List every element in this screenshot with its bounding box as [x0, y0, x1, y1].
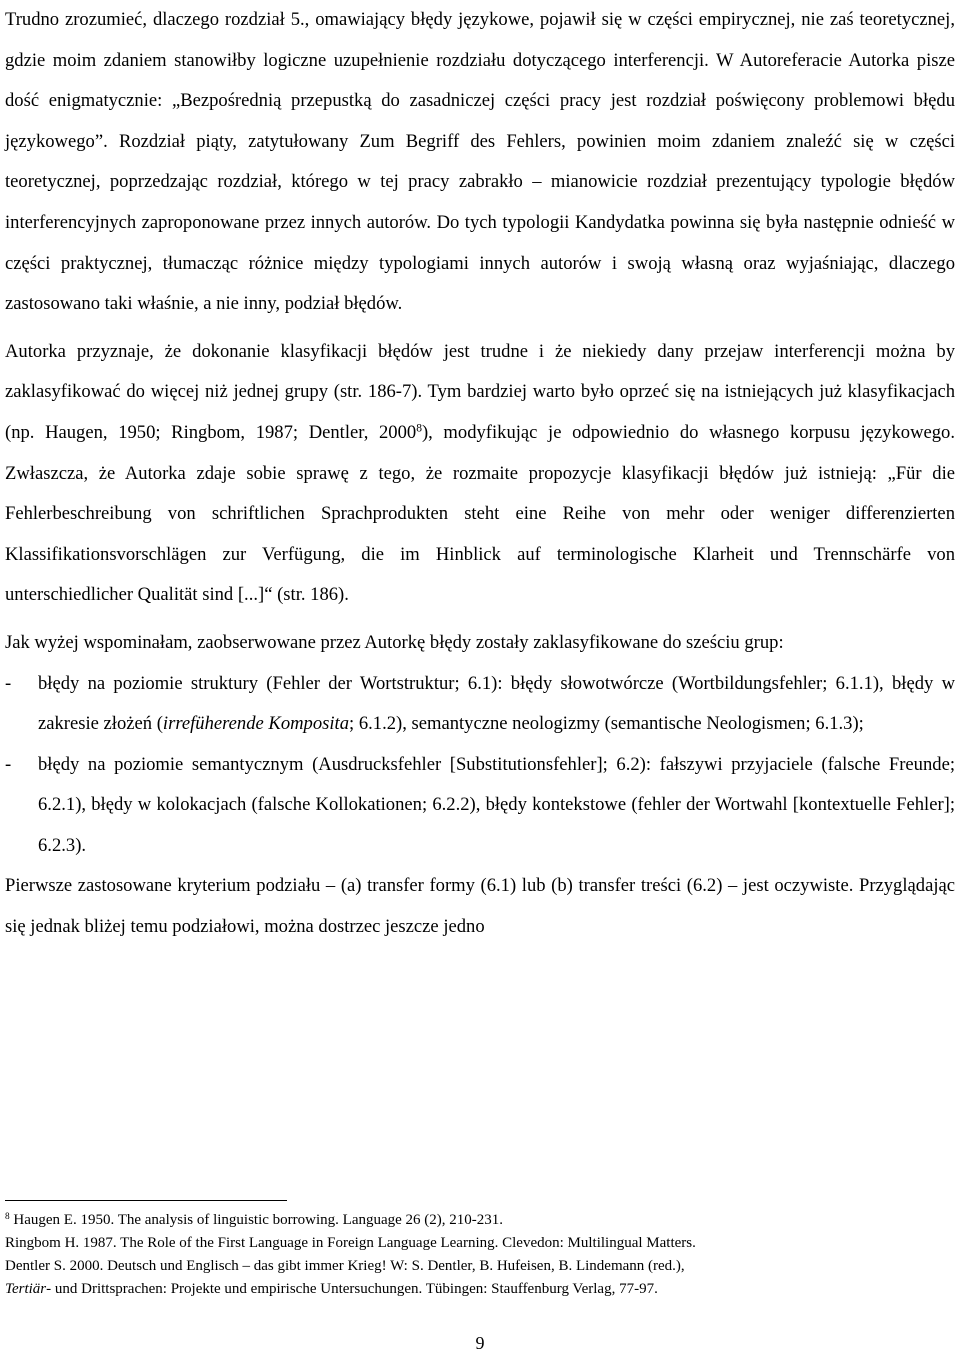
paragraph-error-groups-intro: Jak wyżej wspominałam, zaobserwowane przez Autorkę błędy zostały zaklasyfikowane do sześciu grup:: [5, 631, 784, 653]
page-number: 9: [475, 1333, 485, 1353]
paragraph-first-criterion: Pierwsze zastosowane kryterium podziału – (a) transfer formy (6.1) lub (b) transfer treści (6.2) – jest oczywiste. Przyglądając się jednak bliżej temu podziałowi, można dostrzec jeszcze jedno: [5, 875, 955, 938]
list-dash: -: [5, 672, 12, 694]
footnote-line: Ringbom H. 1987. The Role of the First Language in Foreign Language Learning. Clevedon: Multilingual Matters.: [5, 1235, 696, 1251]
paragraph-text: Autorka przyznaje, że dokonanie klasyfikacji błędów jest trudne i że niekiedy dany przejaw interferencji można by zaklasyfikować do więcej niż jednej grupy (str. 186-7). Tym bardziej warto było oprzeć się na istniejących już klasyfikacjach (np. Haugen, 1950; Ringbom, 1987; Dentler, 2000: [5, 340, 955, 443]
footnote-reference: 8: [416, 422, 422, 435]
footnote-text: Haugen E. 1950. The analysis of linguistic borrowing. Language 26 (2), 210-231.: [13, 1212, 504, 1228]
list-dash: -: [5, 753, 12, 775]
list-item-text: błędy na poziomie semantycznym (Ausdrucksfehler [Substitutionsfehler]; 6.2): fałszywi przyjaciele (falsche Freunde; 6.2.1), błędy w kolokacjach (falsche Kollokationen; 6.2.2), błędy kontekstowe (fehler der Wortwahl [kontextuelle Fehler]; 6.2.3).: [38, 753, 955, 856]
list-item-text: błędy na poziomie struktury (Fehler der Wortstruktur; 6.1): błędy słowotwórcze (Wortbildungsfehler; 6.1.1), błędy w zakresie złożeń (: [38, 672, 955, 735]
error-groups-list: [5, 664, 955, 867]
footnote-text: - und Drittsprachen: Projekte und empirische Untersuchungen. Tübingen: Stauffenburg Verlag, 77-97.: [46, 1281, 658, 1297]
footnote-line: [5, 1278, 955, 1301]
list-item: [5, 745, 955, 867]
list-item: [5, 664, 955, 745]
document-page: [5, 0, 955, 948]
footnote-line: [5, 1209, 955, 1232]
list-item-italic-term: irrefüherende Komposita: [162, 713, 350, 735]
footnote-separator: [5, 1200, 287, 1201]
list-item-text: ; 6.1.2), semantyczne neologizmy (semantische Neologismen; 6.1.3);: [349, 713, 864, 735]
paragraph-error-classification: [5, 332, 955, 616]
footnote-italic-term: Tertiär: [5, 1281, 47, 1297]
footnote-line: Dentler S. 2000. Deutsch und Englisch – das gibt immer Krieg! W: S. Dentler, B. Hufeisen, B. Lindemann (red.),: [5, 1258, 685, 1274]
footnotes: [5, 1209, 955, 1301]
paragraph-text: ), modyfikując je odpowiednio do własnego korpusu językowego. Zwłaszcza, że Autorka zdaje sobie sprawę z tego, że rozmaite propozycje klasyfikacji błędów już istnieją: „Für die Fehlerbeschreibung von schriftlichen Sprachprodukten steht eine Reihe von mehr oder weniger differenzierten Klassifikationsvorschlägen zur Verfügung, die im Hinblick auf terminologische Klarheit und Trennschärfe von unterschiedlicher Qualität sind [...]“ (str. 186).: [5, 421, 955, 606]
footnote-marker: 8: [5, 1211, 10, 1222]
paragraph-interference-chapter: Trudno zrozumieć, dlaczego rozdział 5., omawiający błędy językowe, pojawił się w części empirycznej, nie zaś teoretycznej, gdzie moim zdaniem stanowiłby logiczne uzupełnienie rozdziału dotyczącego interferencji. W Autoreferacie Autorka pisze dość enigmatycznie: „Bezpośrednią przepustką do zasadniczej części pracy jest rozdział poświęcony problemowi błędu językowego”. Rozdział piąty, zatytułowany Zum Begriff des Fehlers, powinien moim zdaniem znaleźć się w części teoretycznej, poprzedzając rozdział, którego w tej pracy zabrakło – mianowicie rozdział prezentujący typologie błędów interferencyjnych zaproponowane przez innych autorów. Do tych typologii Kandydatka powinna się była następnie odnieść w części praktycznej, tłumacząc różnice między typologiami innych autorów i swoją własną oraz wyjaśniając, dlaczego zastosowano taki właśnie, a nie inny, podział błędów.: [5, 9, 955, 315]
